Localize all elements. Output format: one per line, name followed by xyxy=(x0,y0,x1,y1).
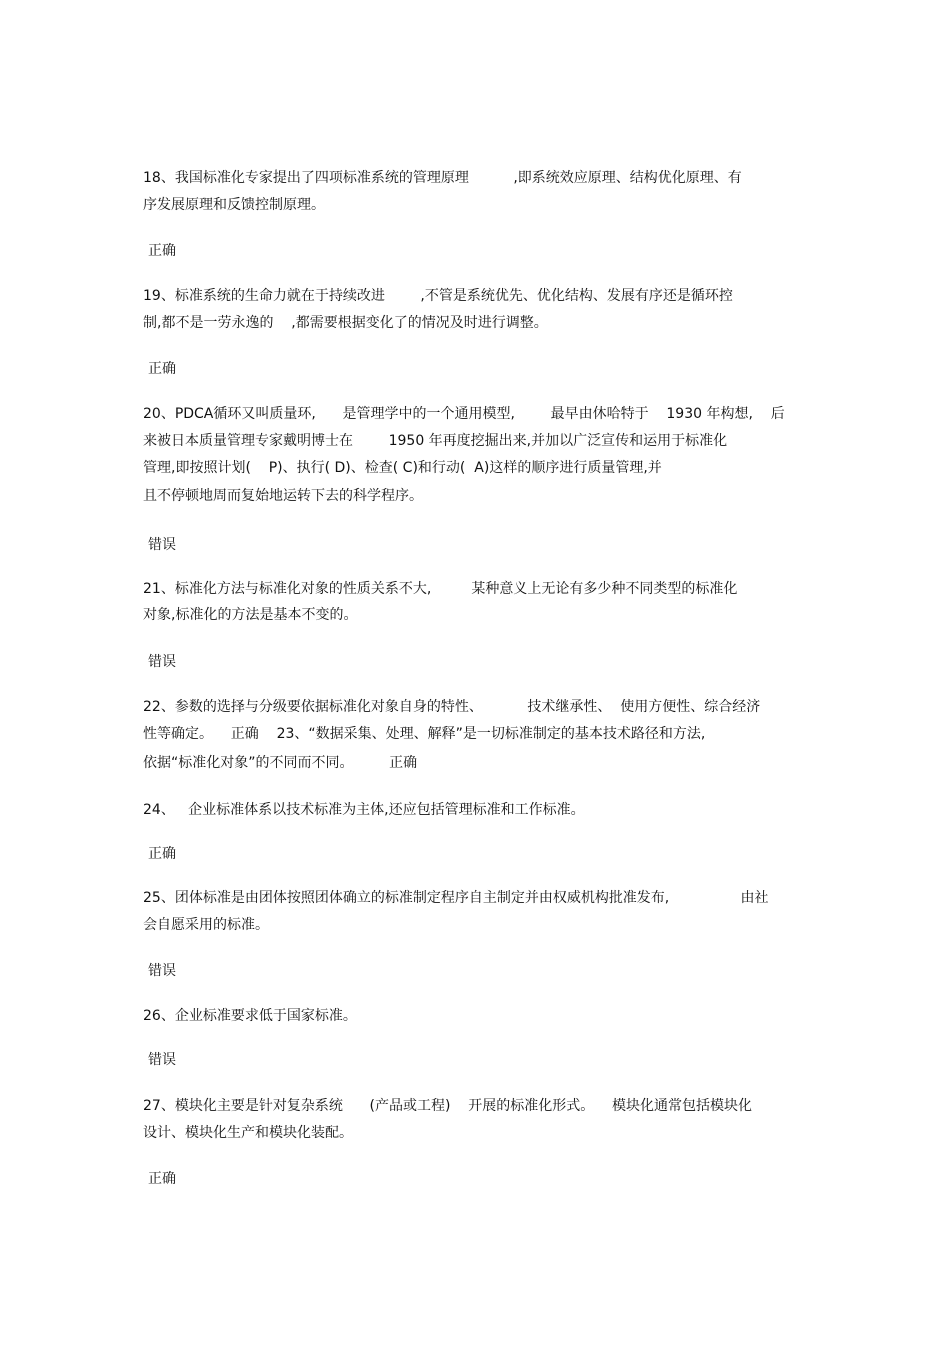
question-19-line-2: 制,都不是一劳永逸的 ,都需要根据变化了的情况及时进行调整。 xyxy=(143,315,548,331)
question-21-line-1: 21、标准化方法与标准化对象的性质关系不大, 某种意义上无论有多少种不同类型的标准化 xyxy=(143,581,738,597)
question-18-line-2: 序发展原理和反馈控制原理。 xyxy=(143,197,325,213)
question-22-line-1: 22、参数的选择与分级要依据标准化对象自身的特性、 技术继承性、 使用方便性、综合经济 xyxy=(143,699,761,715)
question-21-line-2: 对象,标准化的方法是基本不变的。 xyxy=(143,607,358,623)
question-21-answer: 错误 xyxy=(148,654,176,670)
question-24-line-1: 24、 企业标准体系以技术标准为主体,还应包括管理标准和工作标准。 xyxy=(143,802,585,818)
question-27-line-1: 27、模块化主要是针对复杂系统 (产品或工程) 开展的标准化形式。 模块化通常包括模块化 xyxy=(143,1098,753,1114)
question-25-answer: 错误 xyxy=(148,963,176,979)
question-26-line-1: 26、企业标准要求低于国家标准。 xyxy=(143,1008,357,1024)
question-19-line-1: 19、标准系统的生命力就在于持续改进 ,不管是系统优先、优化结构、发展有序还是循环控 xyxy=(143,288,733,304)
question-25-line-1: 25、团体标准是由团体按照团体确立的标准制定程序自主制定并由权威机构批准发布, 由社 xyxy=(143,890,769,906)
question-20-line-2: 来被日本质量管理专家戴明博士在 1950 年再度挖掘出来,并加以广泛宣传和运用于标准化 xyxy=(143,433,728,449)
question-20-line-4: 且不停顿地周而复始地运转下去的科学程序。 xyxy=(143,488,423,504)
question-27-line-2: 设计、模块化生产和模块化装配。 xyxy=(143,1125,353,1141)
question-18-line-1: 18、我国标准化专家提出了四项标准系统的管理原理 ,即系统效应原理、结构优化原理、有 xyxy=(143,170,742,186)
question-24-answer: 正确 xyxy=(148,846,176,862)
question-20-line-1: 20、PDCA循环又叫质量环, 是管理学中的一个通用模型, 最早由休哈特于 1930 年构想, 后 xyxy=(143,406,785,422)
question-22-line-2: 性等确定。 正确 23、“数据采集、处理、解释”是一切标准制定的基本技术路径和方法, xyxy=(143,726,706,742)
question-20-answer: 错误 xyxy=(148,537,176,553)
question-26-answer: 错误 xyxy=(148,1052,176,1068)
question-25-line-2: 会自愿采用的标准。 xyxy=(143,917,269,933)
question-18-answer: 正确 xyxy=(148,243,176,259)
question-27-answer: 正确 xyxy=(148,1171,176,1187)
question-20-line-3: 管理,即按照计划( P)、执行( D)、检查( C)和行动( A)这样的顺序进行质量管理,并 xyxy=(143,460,662,476)
question-23-line-3: 依据“标准化对象”的不同而不同。 正确 xyxy=(143,755,418,771)
question-19-answer: 正确 xyxy=(148,361,176,377)
